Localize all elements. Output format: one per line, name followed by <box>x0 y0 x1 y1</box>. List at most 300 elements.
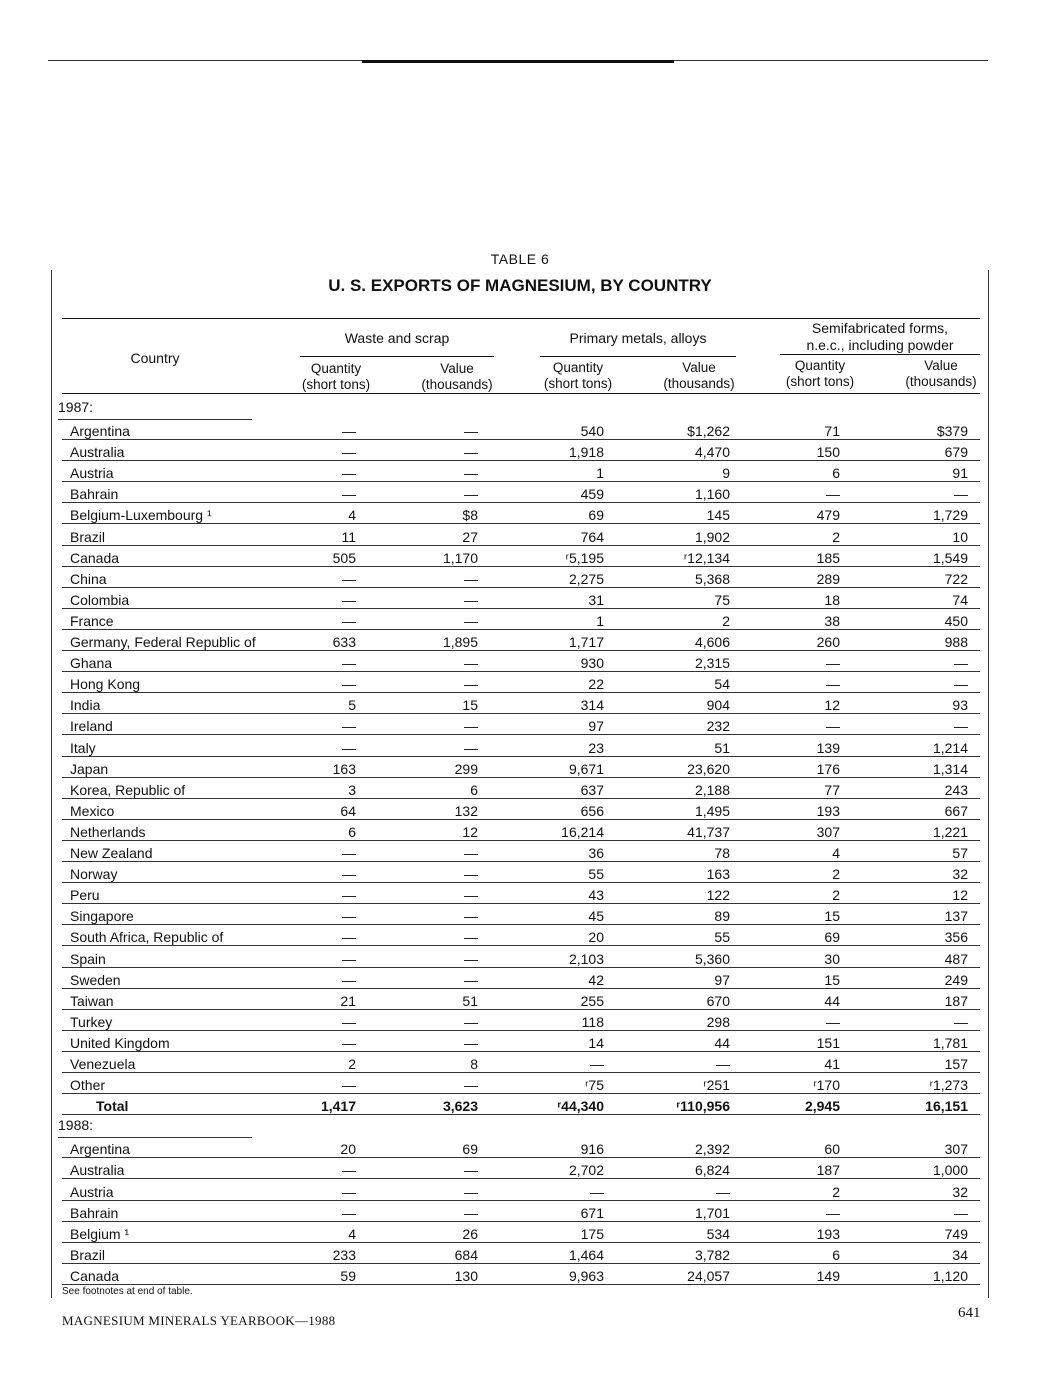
value-cell: 150 <box>816 444 840 461</box>
table-row <box>62 1073 980 1094</box>
value-cell: 175 <box>580 1225 604 1242</box>
value-cell: — <box>826 655 840 672</box>
value-cell: — <box>464 591 478 608</box>
value-cell: 255 <box>580 992 604 1009</box>
value-cell: 91 <box>952 465 968 482</box>
value-cell: 684 <box>454 1246 478 1263</box>
value-cell: 187 <box>944 992 968 1009</box>
value-cell: 307 <box>944 1141 968 1158</box>
country-cell: Norway <box>70 866 118 883</box>
value-cell: 77 <box>824 781 840 798</box>
value-cell: — <box>826 1204 840 1221</box>
value-cell: 97 <box>714 971 730 988</box>
value-cell: — <box>342 1204 356 1221</box>
value-cell: — <box>826 1013 840 1030</box>
value-cell: 534 <box>706 1225 730 1242</box>
value-cell: 904 <box>706 697 730 714</box>
country-cell: Taiwan <box>70 992 114 1009</box>
value-cell: — <box>464 1013 478 1030</box>
value-cell: 12 <box>952 887 968 904</box>
value-cell: 22 <box>588 676 604 693</box>
row-rule <box>62 1284 980 1285</box>
country-cell: Colombia <box>70 591 130 608</box>
table-row <box>62 1201 980 1222</box>
value-cell: 10 <box>952 528 968 545</box>
value-cell: 26 <box>462 1225 478 1242</box>
value-cell: 187 <box>816 1162 840 1179</box>
value-cell: 193 <box>816 802 840 819</box>
value-cell: — <box>342 866 356 883</box>
value-cell: 9 <box>722 465 730 482</box>
page-number: 641 <box>958 1305 981 1321</box>
value-cell: 75 <box>714 591 730 608</box>
country-cell: Australia <box>70 1162 125 1179</box>
value-cell: 260 <box>816 634 840 650</box>
value-cell: 1,717 <box>568 634 604 650</box>
table-row <box>62 968 980 989</box>
value-cell: 69 <box>824 929 840 946</box>
value-cell: 6 <box>832 1246 840 1263</box>
value-cell: 307 <box>816 823 840 840</box>
value-cell: 20 <box>588 929 604 946</box>
value-cell: 3,623 <box>442 1098 478 1115</box>
value-cell: 1,000 <box>932 1162 968 1179</box>
value-cell: 232 <box>706 718 730 735</box>
value-cell: — <box>342 570 356 587</box>
value-cell: 1,495 <box>694 802 730 819</box>
table-title: U. S. EXPORTS OF MAGNESIUM, BY COUNTRY <box>328 276 712 295</box>
footnote: See footnotes at end of table. <box>62 1286 193 1297</box>
value-cell: 679 <box>944 444 968 461</box>
country-cell: Netherlands <box>70 823 146 840</box>
value-cell: 41 <box>824 1056 840 1072</box>
value-cell: 2,103 <box>568 950 604 967</box>
value-cell: 1,417 <box>320 1098 356 1115</box>
value-cell: — <box>464 1183 478 1200</box>
total-row <box>62 1094 980 1115</box>
val-unit: (thousands) <box>905 374 977 389</box>
value-cell: 41,737 <box>687 823 730 840</box>
col-header-pm-value <box>658 360 740 392</box>
value-cell: 8 <box>470 1056 478 1072</box>
value-cell: 1,895 <box>442 634 478 650</box>
table-row <box>62 1010 980 1031</box>
value-cell: 163 <box>332 760 356 777</box>
value-cell: — <box>342 845 356 861</box>
left-margin-line <box>51 270 52 1298</box>
running-footer: MAGNESIUM MINERALS YEARBOOK—1988 <box>62 1313 336 1328</box>
value-cell: 298 <box>706 1013 730 1030</box>
value-cell: — <box>464 866 478 883</box>
value-cell: 20 <box>340 1141 356 1158</box>
value-cell: 916 <box>580 1141 604 1158</box>
value-cell: — <box>464 1162 478 1179</box>
value-cell: 722 <box>944 570 968 587</box>
group-semifabricated-line2: n.e.c., including powder <box>806 337 954 353</box>
value-cell: — <box>464 1034 478 1051</box>
table-row <box>62 1264 980 1285</box>
value-cell: 45 <box>588 908 604 925</box>
value-cell: 314 <box>580 697 604 714</box>
value-cell: — <box>342 444 356 461</box>
value-cell: 1,729 <box>932 507 968 524</box>
value-cell: 671 <box>580 1204 604 1221</box>
value-cell: 487 <box>944 950 968 967</box>
value-cell: 2 <box>722 612 730 629</box>
value-cell: — <box>342 486 356 503</box>
group-semifabricated <box>780 320 980 354</box>
value-cell: 55 <box>588 866 604 883</box>
table-row <box>62 757 980 778</box>
qty-unit: (short tons) <box>301 377 371 392</box>
value-cell: ʳ12,134 <box>683 549 730 566</box>
table-row <box>62 841 980 862</box>
value-cell: 24,057 <box>687 1267 730 1284</box>
country-cell: Italy <box>70 739 96 756</box>
value-cell: 249 <box>944 971 968 988</box>
value-cell: 5,360 <box>694 950 730 967</box>
table-row <box>62 714 980 735</box>
table-row <box>62 525 980 546</box>
value-cell: 6,824 <box>694 1162 730 1179</box>
value-cell: — <box>342 929 356 946</box>
value-cell: 988 <box>944 634 968 650</box>
col-header-pm-quantity <box>538 360 618 392</box>
val-label: Value <box>924 358 958 373</box>
table-row <box>62 503 980 524</box>
value-cell: 1,464 <box>568 1246 604 1263</box>
value-cell: 31 <box>588 591 604 608</box>
group-waste-scrap-rule <box>300 356 494 357</box>
value-cell: 1,120 <box>932 1267 968 1284</box>
country-cell: Austria <box>70 465 114 482</box>
value-cell: 69 <box>462 1141 478 1158</box>
value-cell: — <box>464 739 478 756</box>
value-cell: 2 <box>348 1056 356 1072</box>
group-semifabricated-rule <box>780 354 980 355</box>
value-cell: 2,392 <box>694 1141 730 1158</box>
value-cell: 1,902 <box>694 528 730 545</box>
value-cell: 93 <box>952 697 968 714</box>
value-cell: 34 <box>952 1246 968 1263</box>
value-cell: 43 <box>588 887 604 904</box>
qty-unit: (short tons) <box>543 376 613 391</box>
value-cell: ʳ5,195 <box>565 549 604 566</box>
year-label: 1988: <box>58 1117 94 1134</box>
value-cell: — <box>342 612 356 629</box>
value-cell: — <box>342 676 356 693</box>
value-cell: 145 <box>706 507 730 524</box>
value-cell: 540 <box>580 423 604 439</box>
value-cell: — <box>342 718 356 735</box>
value-cell: 51 <box>714 739 730 756</box>
value-cell: — <box>464 676 478 693</box>
table-row <box>62 799 980 820</box>
value-cell: 2,188 <box>694 781 730 798</box>
value-cell: 450 <box>944 612 968 629</box>
value-cell: — <box>342 908 356 925</box>
value-cell: 157 <box>944 1056 968 1072</box>
value-cell: 764 <box>580 528 604 545</box>
value-cell: — <box>464 570 478 587</box>
value-cell: 137 <box>944 908 968 925</box>
year-label: 1987: <box>58 399 94 415</box>
value-cell: 667 <box>944 802 968 819</box>
value-cell: 4,606 <box>694 634 730 650</box>
value-cell: 54 <box>714 676 730 693</box>
value-cell: — <box>590 1183 604 1200</box>
value-cell: 637 <box>580 781 604 798</box>
table-row <box>62 419 980 440</box>
value-cell: 4 <box>832 845 840 861</box>
value-cell: 122 <box>706 887 730 904</box>
value-cell: 233 <box>332 1246 356 1263</box>
col-header-sf-quantity <box>780 358 860 390</box>
value-cell: — <box>954 718 968 735</box>
value-cell: 185 <box>816 549 840 566</box>
value-cell: 289 <box>816 570 840 587</box>
country-cell: Sweden <box>70 971 121 988</box>
value-cell: — <box>464 929 478 946</box>
value-cell: 118 <box>581 1013 604 1030</box>
value-cell: 44 <box>714 1034 730 1051</box>
value-cell: — <box>342 1034 356 1051</box>
value-cell: ʳ251 <box>703 1077 730 1094</box>
value-cell: 3 <box>348 781 356 798</box>
value-cell: — <box>342 1013 356 1030</box>
value-cell: 23,620 <box>687 760 730 777</box>
country-cell: Other <box>70 1077 106 1094</box>
country-cell: Ghana <box>70 655 113 672</box>
value-cell: 1,549 <box>932 549 968 566</box>
value-cell: 15 <box>824 908 840 925</box>
value-cell: — <box>464 845 478 861</box>
country-cell: Ireland <box>70 718 113 735</box>
value-cell: 15 <box>462 697 478 714</box>
country-cell: Argentina <box>70 423 130 439</box>
value-cell: — <box>716 1056 730 1072</box>
col-header-ws-quantity <box>296 361 376 393</box>
group-primary-metals: Primary metals, alloys <box>569 330 707 346</box>
value-cell: 2,702 <box>568 1162 604 1179</box>
col-header-ws-value <box>416 361 498 393</box>
value-cell: 97 <box>588 718 604 735</box>
country-cell: Korea, Republic of <box>70 781 186 798</box>
value-cell: 64 <box>340 802 356 819</box>
table-row <box>62 820 980 841</box>
value-cell: 9,963 <box>568 1267 604 1284</box>
table-row <box>62 862 980 883</box>
country-cell: Singapore <box>70 908 134 925</box>
table-row <box>62 1137 980 1158</box>
country-cell: Belgium-Luxembourg ¹ <box>70 507 212 524</box>
value-cell: 1,781 <box>932 1034 968 1051</box>
value-cell: — <box>954 486 968 503</box>
value-cell: 32 <box>952 1183 968 1200</box>
value-cell: ʳ1,273 <box>929 1077 968 1094</box>
group-semifabricated-line1: Semifabricated forms, <box>811 320 949 336</box>
value-cell: — <box>954 655 968 672</box>
country-cell: Canada <box>70 1267 120 1284</box>
table-row <box>62 482 980 503</box>
val-label: Value <box>440 361 474 376</box>
value-cell: — <box>464 465 478 482</box>
country-cell: Hong Kong <box>70 676 141 693</box>
value-cell: 1 <box>596 465 604 482</box>
table-row <box>62 947 980 968</box>
qty-label: Quantity <box>310 361 362 376</box>
value-cell: 9,671 <box>568 760 604 777</box>
value-cell: 21 <box>340 992 356 1009</box>
top-rule-thick <box>362 60 674 63</box>
value-cell: — <box>464 486 478 503</box>
value-cell: 44 <box>824 992 840 1009</box>
value-cell: 670 <box>706 992 730 1009</box>
value-cell: 176 <box>816 760 840 777</box>
value-cell: — <box>342 950 356 967</box>
table-row <box>62 736 980 757</box>
value-cell: — <box>342 1077 356 1094</box>
header-top-rule <box>62 318 980 319</box>
country-cell: New Zealand <box>70 845 153 861</box>
value-cell: 11 <box>341 528 356 545</box>
value-cell: 36 <box>588 845 604 861</box>
value-cell: ʳ75 <box>585 1077 604 1094</box>
value-cell: 14 <box>588 1034 604 1051</box>
value-cell: — <box>464 423 478 439</box>
val-unit: (thousands) <box>421 377 493 392</box>
value-cell: — <box>954 1013 968 1030</box>
table-row <box>62 546 980 567</box>
country-cell: France <box>70 612 114 629</box>
value-cell: — <box>826 718 840 735</box>
value-cell: 51 <box>462 992 478 1009</box>
value-cell: — <box>342 591 356 608</box>
table-row <box>62 440 980 461</box>
value-cell: 4 <box>348 507 356 524</box>
value-cell: — <box>464 908 478 925</box>
value-cell: — <box>464 444 478 461</box>
value-cell: 89 <box>714 908 730 925</box>
value-cell: 2,945 <box>804 1098 840 1115</box>
val-unit: (thousands) <box>663 376 735 391</box>
table-row <box>62 588 980 609</box>
country-cell: Peru <box>70 887 100 904</box>
value-cell: 505 <box>332 549 356 566</box>
value-cell: 193 <box>816 1225 840 1242</box>
table-number: TABLE 6 <box>490 251 550 267</box>
value-cell: $379 <box>936 423 968 439</box>
value-cell: ʳ170 <box>813 1077 840 1094</box>
table-row <box>62 989 980 1010</box>
value-cell: — <box>954 1204 968 1221</box>
table-row <box>62 883 980 904</box>
value-cell: 16,214 <box>561 823 604 840</box>
right-margin-line <box>988 270 989 1298</box>
value-cell: 2 <box>832 887 840 904</box>
value-cell: 12 <box>824 697 840 714</box>
value-cell: 149 <box>816 1267 840 1284</box>
value-cell: 139 <box>816 739 840 756</box>
country-cell: Japan <box>70 760 109 777</box>
value-cell: 356 <box>944 929 968 946</box>
country-cell: Turkey <box>70 1013 113 1030</box>
country-cell: Bahrain <box>70 486 119 503</box>
value-cell: — <box>342 887 356 904</box>
value-cell: 479 <box>816 507 840 524</box>
value-cell: 57 <box>952 845 968 861</box>
value-cell: — <box>464 1077 478 1094</box>
value-cell: 55 <box>714 929 730 946</box>
value-cell: — <box>954 676 968 693</box>
country-cell: Canada <box>70 549 120 566</box>
table-row <box>62 1243 980 1264</box>
country-cell: Argentina <box>70 1141 130 1158</box>
value-cell: 16,151 <box>925 1098 968 1115</box>
row-rule <box>62 1114 980 1115</box>
country-cell: Belgium ¹ <box>70 1225 130 1242</box>
country-cell: Brazil <box>70 528 106 545</box>
country-cell: Venezuela <box>70 1056 136 1072</box>
table-row <box>62 567 980 588</box>
value-cell: 1,170 <box>442 549 478 566</box>
value-cell: 633 <box>332 634 356 650</box>
value-cell: — <box>464 950 478 967</box>
value-cell: — <box>342 739 356 756</box>
table-row <box>62 925 980 946</box>
country-cell: India <box>70 697 101 714</box>
value-cell: — <box>342 1162 356 1179</box>
country-cell: Mexico <box>70 802 115 819</box>
value-cell: 6 <box>348 823 356 840</box>
value-cell: 12 <box>462 823 478 840</box>
table-row <box>62 1180 980 1201</box>
value-cell: 2,275 <box>568 570 604 587</box>
country-cell: Australia <box>70 444 125 461</box>
value-cell: 749 <box>944 1225 968 1242</box>
val-label: Value <box>682 360 716 375</box>
value-cell: — <box>342 423 356 439</box>
table-row <box>62 461 980 482</box>
value-cell: $1,262 <box>687 423 730 439</box>
value-cell: 3,782 <box>694 1246 730 1263</box>
table-row <box>62 1052 980 1073</box>
col-header-sf-value <box>900 358 982 390</box>
table-row <box>62 651 980 672</box>
country-cell: Bahrain <box>70 1204 119 1221</box>
value-cell: ʳ44,340 <box>557 1098 604 1115</box>
table-row <box>62 778 980 799</box>
value-cell: — <box>464 971 478 988</box>
value-cell: 656 <box>580 802 604 819</box>
value-cell: 132 <box>454 802 478 819</box>
value-cell: — <box>464 655 478 672</box>
value-cell: 130 <box>454 1267 478 1284</box>
value-cell: 78 <box>714 845 730 861</box>
group-primary-metals-rule <box>540 356 736 357</box>
table-row <box>62 630 980 651</box>
country-cell: China <box>70 570 107 587</box>
value-cell: 60 <box>824 1141 840 1158</box>
value-cell: 930 <box>580 655 604 672</box>
value-cell: — <box>826 486 840 503</box>
value-cell: 38 <box>824 612 840 629</box>
country-header: Country <box>130 350 180 366</box>
value-cell: 151 <box>816 1034 840 1051</box>
value-cell: — <box>342 1183 356 1200</box>
header-bottom-rule <box>62 393 980 394</box>
group-waste-scrap: Waste and scrap <box>344 330 450 346</box>
